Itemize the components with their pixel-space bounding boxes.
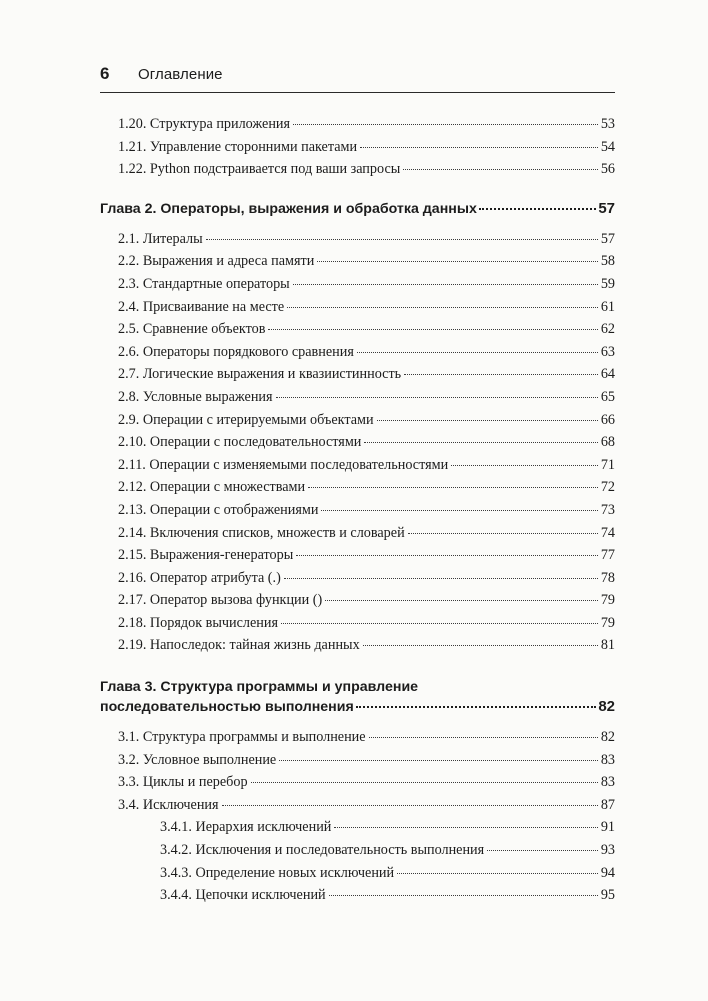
dot-leader (451, 465, 598, 466)
toc-entry-title: 2.4. Присваивание на месте (118, 298, 285, 315)
dot-leader (403, 169, 598, 170)
toc-entry-page: 64 (600, 366, 615, 383)
toc-entry-title: 2.2. Выражения и адреса памяти (118, 253, 315, 270)
toc-entry-page: 68 (600, 434, 615, 451)
toc-entry[interactable] (100, 161, 615, 184)
toc-entry-page: 72 (600, 479, 615, 496)
toc-entry[interactable] (100, 592, 615, 615)
toc-entry-page: 63 (600, 343, 615, 360)
toc-entry[interactable] (100, 457, 615, 480)
toc-entry-page: 57 (600, 230, 615, 247)
toc-entry[interactable] (100, 116, 615, 139)
toc-entry-page: 78 (600, 569, 615, 586)
dot-leader (364, 442, 597, 443)
toc-entry-title: 2.1. Литералы (118, 230, 203, 247)
toc-entry-title: 2.15. Выражения-генераторы (118, 547, 294, 564)
toc-entry[interactable] (100, 253, 615, 276)
toc-entry[interactable] (100, 797, 615, 820)
toc-entry-title: 1.20. Структура приложения (118, 116, 291, 132)
toc-entry-page: 77 (600, 547, 615, 564)
toc-entry[interactable] (100, 502, 615, 525)
toc-entry-page: 81 (600, 637, 615, 654)
dot-leader (397, 873, 598, 874)
dot-leader (251, 782, 598, 783)
toc-entry-title: 2.7. Логические выражения и квазиистинность (118, 366, 402, 383)
toc-entry-page: 65 (600, 388, 615, 405)
toc-entry-page: 93 (600, 842, 615, 859)
dot-leader (276, 397, 598, 398)
toc-entry-title: 2.3. Стандартные операторы (118, 275, 290, 292)
toc-entry-title: 2.5. Сравнение объектов (118, 321, 266, 338)
dot-leader (408, 533, 598, 534)
dot-leader (363, 645, 598, 646)
toc-entry-title: 1.22. Python подстраивается под ваши запросы (118, 161, 401, 178)
dot-leader (268, 329, 597, 330)
dot-leader (360, 147, 598, 148)
page-number: 6 (100, 64, 110, 83)
toc-entry[interactable] (100, 752, 615, 775)
toc-entry-page: 59 (600, 275, 615, 292)
dot-leader (404, 374, 598, 375)
dot-leader (287, 307, 598, 308)
page-header (100, 60, 615, 88)
toc-entry[interactable] (100, 344, 615, 367)
dot-leader (356, 706, 597, 708)
toc-subentry[interactable] (100, 865, 615, 888)
dot-leader (296, 555, 598, 556)
toc-entry-title: 2.16. Оператор атрибута (.) (118, 569, 281, 586)
chapter-page: 82 (598, 698, 615, 716)
toc-entry-page: 94 (600, 864, 615, 881)
dot-leader (222, 805, 598, 806)
chapter-2-heading[interactable] (100, 200, 615, 222)
toc-entry[interactable] (100, 774, 615, 797)
toc-entry-page: 91 (600, 819, 615, 836)
toc-entry-title: 3.2. Условное выполнение (118, 751, 277, 768)
toc-entry[interactable] (100, 615, 615, 638)
toc-entry[interactable] (100, 366, 615, 389)
dot-leader (279, 760, 598, 761)
toc-entry[interactable] (100, 570, 615, 593)
toc-entry-page: 54 (600, 138, 615, 155)
dot-leader (334, 827, 597, 828)
toc-entry-title: 2.8. Условные выражения (118, 388, 273, 405)
toc-entry-title: 2.10. Операции с последовательностями (118, 434, 362, 451)
toc-entry-page: 83 (600, 751, 615, 768)
toc-subentry[interactable] (100, 842, 615, 865)
toc-entry-title: 3.1. Структура программы и выполнение (118, 729, 366, 746)
toc-entry-title: 2.14. Включения списков, множеств и словарей (118, 524, 405, 541)
toc-entry[interactable] (100, 231, 615, 254)
toc-entry-page: 61 (600, 298, 615, 315)
dot-leader (321, 510, 597, 511)
toc-entry[interactable] (100, 434, 615, 457)
toc-entry-title: 3.3. Циклы и перебор (118, 774, 248, 791)
toc-entry-page: 74 (600, 524, 615, 541)
toc-entry-page: 58 (600, 253, 615, 270)
toc-entry[interactable] (100, 139, 615, 162)
toc-entry[interactable] (100, 276, 615, 299)
toc-entry-title: 2.11. Операции с изменяемыми последовательностями (118, 456, 449, 473)
toc-entry[interactable] (100, 299, 615, 322)
toc-entry-page: 71 (600, 456, 615, 473)
dot-leader (281, 623, 598, 624)
toc-entry-title: 2.6. Операторы порядкового сравнения (118, 343, 354, 360)
chapter-title-line1: Глава 3. Структура программы и управление (100, 679, 419, 696)
dot-leader (293, 284, 598, 285)
toc-entry[interactable] (100, 729, 615, 752)
toc-entry-page: 79 (600, 592, 615, 609)
dot-leader (308, 487, 598, 488)
chapter-title: Глава 2. Операторы, выражения и обработка данных (100, 200, 477, 217)
toc-entry-title: 3.4.4. Цепочки исключений (160, 887, 326, 904)
toc-entry-page: 95 (600, 887, 615, 904)
chapter-3-heading[interactable] (100, 676, 615, 720)
toc-entry-title: 2.18. Порядок вычисления (118, 614, 278, 631)
toc-entry-page: 87 (600, 796, 615, 813)
table-of-contents (100, 116, 615, 910)
toc-entry[interactable] (100, 547, 615, 570)
header-rule (100, 92, 615, 93)
toc-entry-title: 3.4.1. Иерархия исключений (160, 819, 332, 836)
toc-entry-title: 3.4. Исключения (118, 796, 219, 813)
toc-entry-title: 2.17. Оператор вызова функции () (118, 592, 323, 609)
dot-leader (377, 420, 598, 421)
toc-entry-page: 73 (600, 501, 615, 518)
dot-leader (479, 208, 596, 210)
toc-entry-title: 3.4.3. Определение новых исключений (160, 864, 395, 881)
toc-entry-page: 82 (600, 729, 615, 746)
toc-entry[interactable] (100, 389, 615, 412)
toc-entry-page: 83 (600, 774, 615, 791)
toc-entry[interactable] (100, 412, 615, 435)
toc-entry[interactable] (100, 479, 615, 502)
toc-entry[interactable] (100, 637, 615, 660)
toc-subentry[interactable] (100, 887, 615, 910)
running-title: Оглавление (138, 65, 223, 83)
chapter-title-line2: последовательностью выполнения (100, 699, 354, 716)
dot-leader (284, 578, 598, 579)
toc-entry-title: 2.9. Операции с итерируемыми объектами (118, 411, 374, 428)
toc-subentry[interactable] (100, 819, 615, 842)
toc-entry-title: 2.19. Напоследок: тайная жизнь данных (118, 637, 360, 654)
dot-leader (329, 895, 598, 896)
toc-entry[interactable] (100, 525, 615, 548)
toc-entry-title: 2.12. Операции с множествами (118, 479, 306, 496)
toc-entry-title: 2.13. Операции с отображениями (118, 501, 319, 518)
dot-leader (317, 261, 598, 262)
dot-leader (293, 124, 598, 125)
toc-entry-page: 56 (600, 161, 615, 178)
dot-leader (487, 850, 598, 851)
toc-entry-page: 66 (600, 411, 615, 428)
toc-entry-title: 3.4.2. Исключения и последовательность выполнения (160, 842, 485, 859)
toc-entry-page: 62 (600, 321, 615, 338)
toc-entry[interactable] (100, 321, 615, 344)
dot-leader (206, 239, 598, 240)
toc-entry-page: 79 (600, 614, 615, 631)
dot-leader (357, 352, 598, 353)
toc-entry-page: 53 (600, 116, 615, 132)
dot-leader (325, 600, 598, 601)
chapter-page: 57 (598, 199, 615, 217)
dot-leader (369, 737, 598, 738)
toc-entry-title: 1.21. Управление сторонними пакетами (118, 138, 358, 155)
